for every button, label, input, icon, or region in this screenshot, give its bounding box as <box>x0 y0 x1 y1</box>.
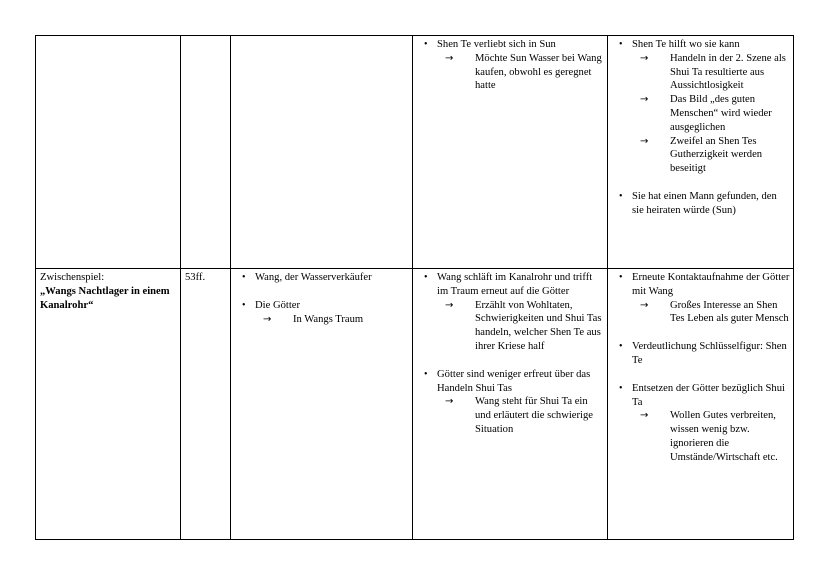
table-row <box>36 269 794 540</box>
cell-interpretation <box>608 269 794 540</box>
list-item: • Erneute Kontaktaufnahme der Götter mit Wang → Großes Interesse an Shen Tes Leben als guter Mensch <box>612 271 790 326</box>
arrow-icon: → <box>640 135 649 147</box>
list-item: → Großes Interesse an Shen Tes Leben als guter Mensch <box>640 299 789 325</box>
arrow-icon: → <box>263 313 272 325</box>
list-item: • Shen Te hilft wo sie kann → Handeln in der 2. Szene als Shui Ta resultierte aus Aussichtlosigkeit → Das Bild „des guten Menschen“ wird wieder ausgeglichen → Zweifel an Shen Tes Gutherzigkeit werden beseitigt <box>612 38 790 176</box>
list-item: → Möchte Sun Wasser bei Wang kaufen, obwohl es geregnet hatte <box>445 52 602 92</box>
list-item: → Erzählt von Wohltaten, Schwierigkeiten und Shui Tas handeln, welcher Shen Te aus ihrer Kriese half <box>445 299 602 352</box>
list-item: → In Wangs Traum <box>263 313 364 325</box>
cell-scene <box>36 269 181 540</box>
arrow-list <box>437 395 603 436</box>
bullet-list <box>612 271 790 465</box>
table-row <box>36 36 794 269</box>
bullet-list <box>417 38 603 93</box>
list-item: • Entsetzen der Götter bezüglich Shui Ta → Wollen Gutes verbreiten, wissen wenig bzw. ignorieren die Umstände/Wirtschaft etc. <box>612 382 790 465</box>
list-item: • Sie hat einen Mann gefunden, den sie heiraten würde (Sun) <box>612 190 790 218</box>
scene-title: „Wangs Nachtlager in einem Kanalrohr“ <box>40 285 170 311</box>
cell-content <box>413 269 608 540</box>
arrow-list <box>632 409 790 464</box>
arrow-icon: → <box>445 52 454 64</box>
cell-characters <box>231 269 413 540</box>
arrow-icon: → <box>445 396 454 408</box>
bullet-list <box>235 271 408 326</box>
cell-content <box>413 36 608 269</box>
arrow-list <box>437 299 603 354</box>
scene-analysis-table <box>35 35 794 540</box>
arrow-list <box>632 299 790 327</box>
list-item: • Wang schläft im Kanalrohr und trifft im Traum erneut auf die Götter → Erzählt von Wohltaten, Schwierigkeiten und Shui Tas handeln, welcher Shen Te aus ihrer Kriese half <box>417 271 603 354</box>
arrow-icon: → <box>445 299 454 311</box>
bullet-list <box>417 271 603 437</box>
list-item: • Verdeutlichung Schlüsselfigur: Shen Te <box>612 340 790 368</box>
list-item: → Das Bild „des guten Menschen“ wird wieder ausgeglichen <box>640 94 772 133</box>
list-item: → Wollen Gutes verbreiten, wissen wenig bzw. ignorieren die Umstände/Wirtschaft etc. <box>640 410 778 463</box>
cell-pages <box>181 36 231 269</box>
list-item: • Götter sind weniger erfreut über das Handeln Shui Tas → Wang steht für Shui Ta ein und erläutert die schwierige Situation <box>417 368 603 437</box>
page-reference: 53ff. <box>185 272 206 283</box>
cell-scene <box>36 36 181 269</box>
arrow-list <box>632 52 790 176</box>
list-item: • Die Götter → In Wangs Traum <box>235 299 408 327</box>
list-item: • Wang, der Wasserverkäufer <box>235 271 408 285</box>
arrow-list <box>437 52 603 93</box>
list-item: → Wang steht für Shui Ta ein und erläutert die schwierige Situation <box>445 396 593 435</box>
cell-pages <box>181 269 231 540</box>
arrow-icon: → <box>640 52 649 64</box>
bullet-list <box>612 38 790 218</box>
cell-interpretation <box>608 36 794 269</box>
scene-label: Zwischenspiel: <box>40 272 105 283</box>
list-item: • Shen Te verliebt sich in Sun → Möchte Sun Wasser bei Wang kaufen, obwohl es geregnet hatte <box>417 38 603 93</box>
cell-characters <box>231 36 413 269</box>
list-item: → Handeln in der 2. Szene als Shui Ta resultierte aus Aussichtlosigkeit <box>640 52 786 92</box>
arrow-icon: → <box>640 410 649 422</box>
arrow-list <box>255 313 408 327</box>
arrow-icon: → <box>640 94 649 106</box>
list-item: → Zweifel an Shen Tes Gutherzigkeit werden beseitigt <box>640 135 763 175</box>
arrow-icon: → <box>640 299 649 311</box>
